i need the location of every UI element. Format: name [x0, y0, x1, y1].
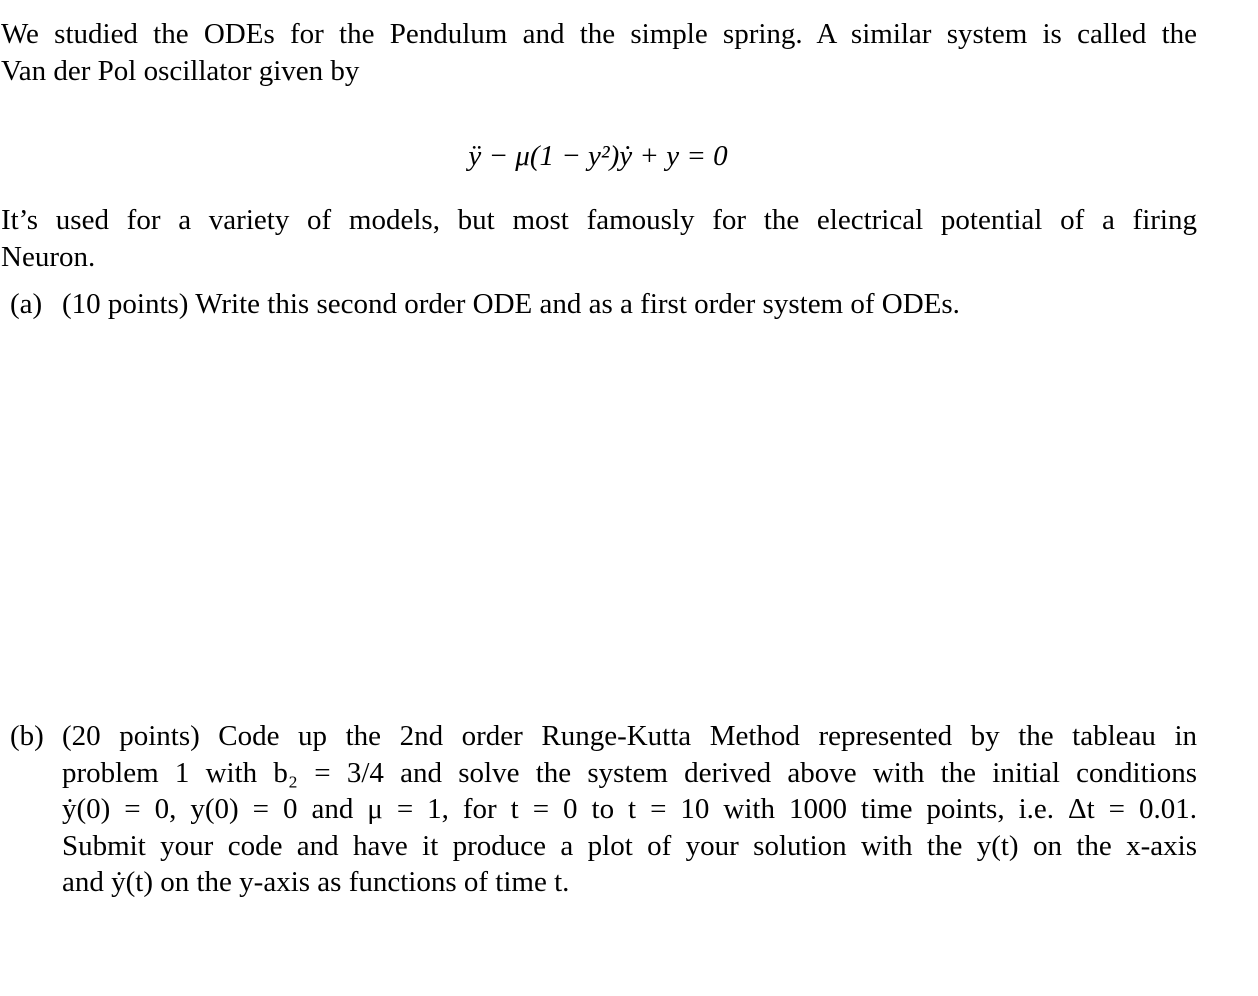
equation-text: ÿ − μ(1 − y²)ẏ + y = 0 — [468, 140, 728, 172]
van-der-pol-equation — [0, 138, 1196, 174]
part-a — [10, 286, 1197, 323]
part-a-label: (a) — [10, 288, 43, 320]
intro-paragraph — [1, 16, 1197, 89]
usage-paragraph — [1, 202, 1197, 275]
usage-line-2: Neuron. — [1, 240, 96, 273]
part-b-line-1: (20 points) Code up the 2nd order Runge-Kutta Method represented by the tableau in — [62, 720, 1197, 752]
part-b — [10, 718, 1197, 901]
part-b-body — [62, 718, 1197, 901]
part-b-label: (b) — [10, 720, 44, 752]
part-b-line-3: ẏ(0) = 0, y(0) = 0 and μ = 1, for t = 0 to t = 10 with 1000 time points, i.e. Δt = 0.01. — [62, 793, 1197, 825]
part-b-line-4: Submit your code and have it produce a plot of your solution with the y(t) on the x-axis — [62, 829, 1197, 862]
part-b-line-2: problem 1 with b₂ = 3/4 and solve the system derived above with the initial conditions — [62, 756, 1197, 789]
part-a-body — [62, 286, 1197, 323]
usage-line-1: It’s used for a variety of models, but most famously for the electrical potential of a firing — [1, 204, 1197, 236]
part-b-line-5: and ẏ(t) on the y-axis as functions of time t. — [62, 866, 570, 898]
intro-line-2: Van der Pol oscillator given by — [1, 54, 360, 87]
part-a-text: (10 points) Write this second order ODE and as a first order system of ODEs. — [62, 288, 960, 320]
intro-line-1: We studied the ODEs for the Pendulum and the simple spring. A similar system is called the — [1, 18, 1197, 50]
